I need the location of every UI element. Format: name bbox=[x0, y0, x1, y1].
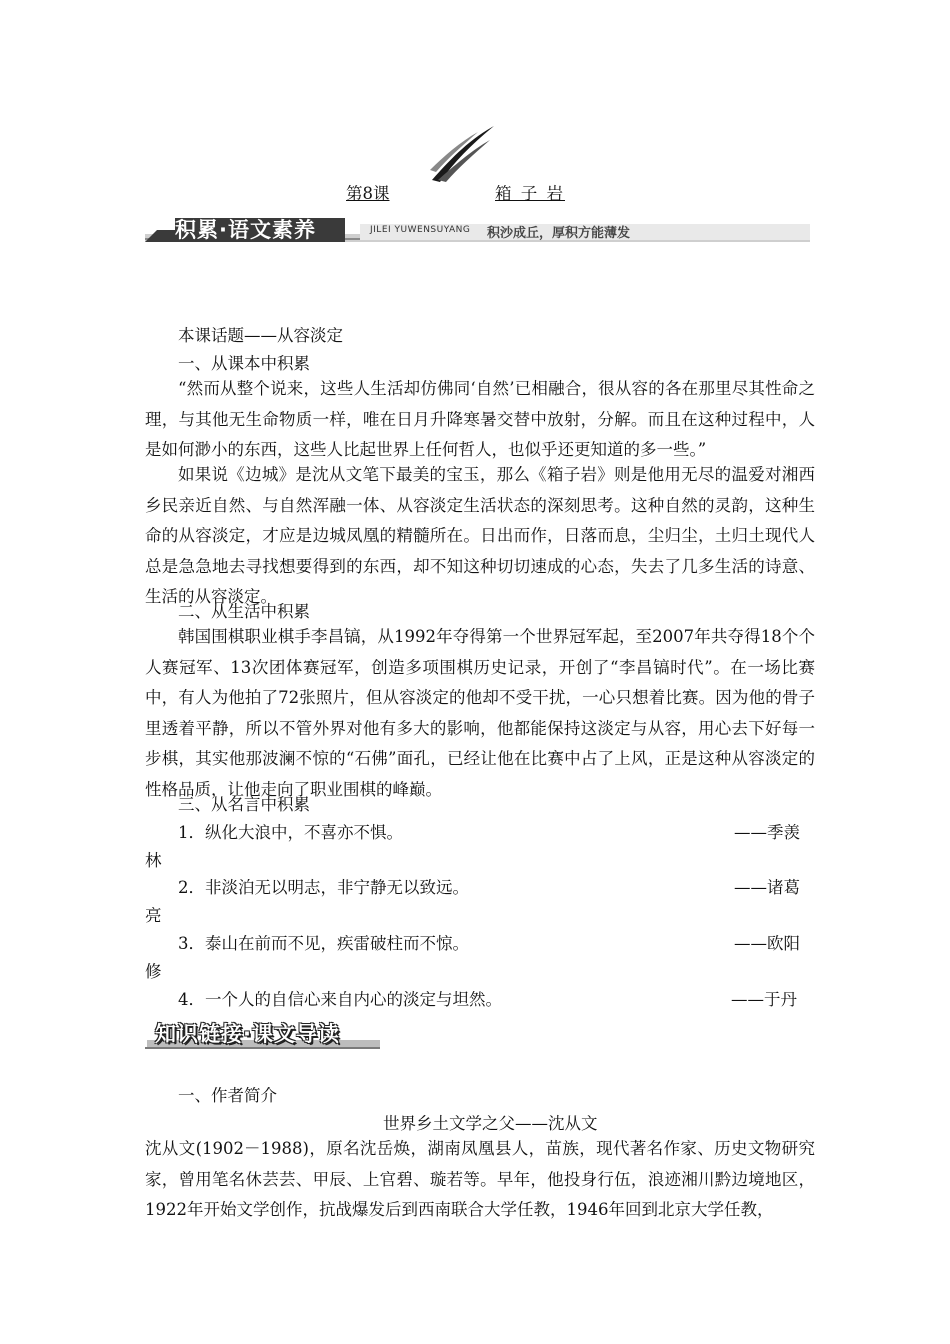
quote-text: 4．一个人的自信心来自内心的淡定与坦然。 bbox=[178, 990, 502, 1009]
topic-heading: 本课话题——从容淡定 bbox=[178, 326, 343, 345]
quote-author: ——季羡 bbox=[734, 823, 800, 842]
banner-accumulation bbox=[145, 212, 810, 246]
quote-author-cont: 修 bbox=[145, 962, 162, 981]
paragraph-author-bio: 沈从文(1902－1988)，原名沈岳焕，湖南凤凰县人，苗族，现代著名作家、历史文物研究家，曾用笔名休芸芸、甲辰、上官碧、璇若等。早年，他投身行伍，浪迹湘川黔边境地区，1922年开始文学创作，抗战爆发后到西南联合大学任教，1946年回到北京大学任教， bbox=[145, 1139, 815, 1219]
section-heading-3: 三、从名言中积累 bbox=[178, 795, 310, 814]
quote-text: 2．非淡泊无以明志，非宁静无以致远。 bbox=[178, 878, 469, 897]
banner-pinyin: JILEI YUWENSUYANG bbox=[370, 225, 471, 235]
banner-title: 积累·语文素养 bbox=[175, 218, 316, 242]
lesson-number: 第8课 bbox=[346, 184, 390, 203]
lesson-title: 箱 子 岩 bbox=[495, 184, 565, 203]
section-heading-1: 一、从课本中积累 bbox=[178, 354, 310, 373]
quote-author-cont: 林 bbox=[145, 851, 162, 870]
section2-heading-1: 一、作者简介 bbox=[178, 1086, 277, 1105]
quote-text: 1．纵化大浪中，不喜亦不惧。 bbox=[178, 823, 403, 842]
paragraph-lichanghao: 韩国围棋职业棋手李昌镐，从1992年夺得第一个世界冠军起，至2007年共夺得18个个人赛冠军、13次团体赛冠军，创造多项围棋历史记录，开创了“李昌镐时代”。在一场比赛中，有人为他拍了72张照片，但从容淡定的他却不受干扰，一心只想着比赛。因为他的骨子里透着平静，所以不管外界对他有多大的影响，他都能保持这淡定与从容，用心去下好每一步棋，其实他那波澜不惊的“石佛”面孔，已经让他在比赛中占了上风，正是这种从容淡定的性格品质，让他走向了职业围棋的峰巅。 bbox=[145, 627, 815, 799]
quote-author: ——欧阳 bbox=[734, 934, 800, 953]
banner-knowledge-link bbox=[145, 1016, 380, 1052]
quote-text: 3．泰山在前而不见，疾雷破柱而不惊。 bbox=[178, 934, 469, 953]
paragraph-textbook-quote: “然而从整个说来，这些人生活却仿佛同‘自然’已相融合，很从容的各在那里尽其性命之理，与其他无生命物质一样，唯在日月升降寒暑交替中放射，分解。而且在这种过程中，人是如何渺小的东西，这些人比起世界上任何哲人，也似乎还更知道的多一些。” bbox=[145, 379, 815, 459]
section-heading-2: 二、从生活中积累 bbox=[178, 602, 310, 621]
author-title: 世界乡土文学之父——沈从文 bbox=[383, 1114, 598, 1133]
quote-author-cont: 亮 bbox=[145, 906, 162, 925]
banner-title: 知识链接·课文导读 bbox=[155, 1022, 340, 1046]
swoosh-logo-icon bbox=[428, 122, 498, 184]
banner-slogan: 积沙成丘，厚积方能薄发 bbox=[487, 226, 631, 241]
quote-author: ——于丹 bbox=[731, 990, 797, 1009]
paragraph-biancheng: 如果说《边城》是沈从文笔下最美的宝玉，那么《箱子岩》则是他用无尽的温爱对湘西乡民亲近自然、与自然浑融一体、从容淡定生活状态的深刻思考。这种自然的灵韵，这种生命的从容淡定，才应是边城凤凰的精髓所在。日出而作，日落而息，尘归尘，土归土现代人总是急急地去寻找想要得到的东西，却不知这种切切速成的心态，失去了几多生活的诗意、生活的从容淡定。 bbox=[145, 465, 815, 606]
quote-author: ——诸葛 bbox=[734, 878, 800, 897]
